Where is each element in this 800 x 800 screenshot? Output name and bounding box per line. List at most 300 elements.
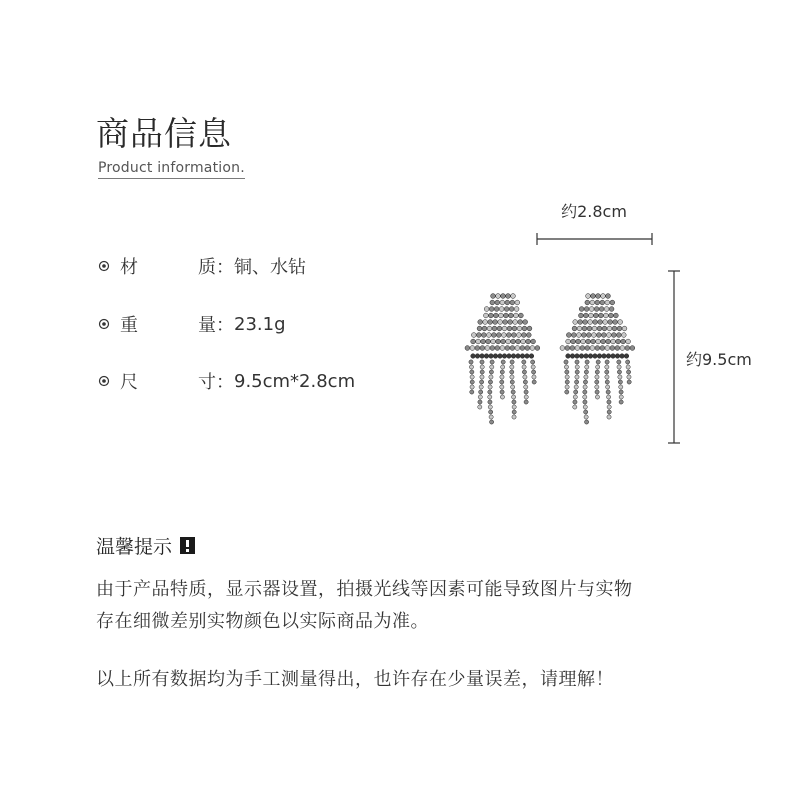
rhinestone-bead (585, 360, 589, 364)
rhinestone-bead (516, 339, 521, 344)
rhinestone-bead (575, 380, 579, 384)
bullet-icon (98, 318, 110, 330)
rhinestone-bead (602, 326, 607, 331)
spec-label-char: 寸 (198, 372, 216, 393)
rhinestone-bead (613, 320, 618, 325)
rhinestone-bead (465, 346, 470, 351)
rhinestone-bead (521, 333, 526, 338)
rhinestone-bead (585, 365, 589, 369)
notice-line: 由于产品特质，显示器设置，拍摄光线等因素可能导致图片与实物 (96, 579, 633, 600)
rhinestone-bead (531, 339, 536, 344)
rhinestone-bead (617, 365, 621, 369)
rhinestone-bead (608, 320, 613, 325)
rhinestone-bead (579, 307, 584, 312)
rhinestone-bead (480, 365, 484, 369)
page-title: 商品信息 (96, 114, 232, 153)
rhinestone-bead (480, 360, 484, 364)
rhinestone-bead (573, 405, 577, 409)
rhinestone-bead (625, 346, 630, 351)
rhinestone-bead (511, 395, 515, 399)
rhinestone-bead (607, 410, 611, 414)
rhinestone-bead (584, 415, 588, 419)
rhinestone-bead (588, 354, 593, 359)
rhinestone-bead (496, 333, 501, 338)
rhinestone-bead (470, 390, 474, 394)
rhinestone-bead (500, 385, 504, 389)
rhinestone-bead (566, 339, 571, 344)
rhinestone-bead (575, 346, 580, 351)
rhinestone-bead (511, 354, 516, 359)
rhinestone-bead (595, 385, 599, 389)
rhinestone-bead (495, 346, 500, 351)
rhinestone-bead (619, 395, 623, 399)
rhinestone-bead (484, 313, 489, 318)
rhinestone-bead (610, 300, 615, 305)
rhinestone-bead (490, 300, 495, 305)
rhinestone-bead (509, 313, 514, 318)
rhinestone-bead (510, 346, 515, 351)
rhinestone-bead (505, 346, 510, 351)
rhinestone-bead (501, 339, 506, 344)
spec-label-char: 质 (198, 257, 216, 278)
rhinestone-bead (517, 326, 522, 331)
rhinestone-bead (535, 346, 540, 351)
rhinestone-bead (501, 365, 505, 369)
spec-row-size (98, 368, 355, 394)
rhinestone-bead (512, 326, 517, 331)
rhinestone-bead (500, 380, 504, 384)
rhinestone-bead (500, 375, 504, 379)
rhinestone-bead (601, 294, 606, 299)
spec-row-weight (98, 311, 286, 337)
rhinestone-bead (522, 326, 527, 331)
rhinestone-bead (470, 370, 474, 374)
rhinestone-bead (612, 326, 617, 331)
notice-title (96, 532, 195, 559)
rhinestone-bead (502, 326, 507, 331)
rhinestone-bead (598, 320, 603, 325)
rhinestone-bead (485, 346, 490, 351)
rhinestone-bead (510, 370, 514, 374)
rhinestone-bead (495, 300, 500, 305)
rhinestone-bead (627, 380, 631, 384)
rhinestone-bead (573, 400, 577, 404)
rhinestone-bead (595, 390, 599, 394)
rhinestone-bead (480, 346, 485, 351)
rhinestone-bead (508, 320, 513, 325)
rhinestone-bead (621, 333, 626, 338)
rhinestone-bead (570, 346, 575, 351)
rhinestone-bead (599, 307, 604, 312)
rhinestone-bead (501, 360, 505, 364)
rhinestone-bead (488, 400, 492, 404)
rhinestone-bead (512, 415, 516, 419)
spec-value-weight: 23.1g (234, 313, 286, 335)
rhinestone-bead (516, 333, 521, 338)
rhinestone-bead (522, 365, 526, 369)
rhinestone-bead (514, 313, 519, 318)
rhinestone-bead (531, 365, 535, 369)
rhinestone-bead (594, 307, 599, 312)
rhinestone-bead (595, 346, 600, 351)
rhinestone-bead (606, 333, 611, 338)
rhinestone-bead (591, 294, 596, 299)
rhinestone-bead (478, 405, 482, 409)
rhinestone-bead (587, 326, 592, 331)
rhinestone-bead (601, 339, 606, 344)
rhinestone-bead (573, 320, 578, 325)
rhinestone-bead (584, 420, 588, 424)
rhinestone-bead (583, 400, 587, 404)
rhinestone-bead (599, 313, 604, 318)
exclamation-icon (180, 537, 195, 554)
rhinestone-bead (477, 326, 482, 331)
rhinestone-bead (523, 320, 528, 325)
rhinestone-bead (605, 380, 609, 384)
rhinestone-bead (489, 307, 494, 312)
rhinestone-bead (488, 405, 492, 409)
rhinestone-bead (488, 390, 492, 394)
rhinestone-bead (575, 375, 579, 379)
spec-label-char: 材 (120, 257, 138, 278)
rhinestone-bead (595, 380, 599, 384)
rhinestone-bead (480, 380, 484, 384)
rhinestone-bead (603, 320, 608, 325)
page-subtitle: Product information. (98, 160, 245, 179)
rhinestone-bead (578, 320, 583, 325)
rhinestone-bead (519, 313, 524, 318)
rhinestone-bead (510, 360, 514, 364)
rhinestone-bead (505, 300, 510, 305)
rhinestone-bead (489, 354, 494, 359)
rhinestone-bead (566, 354, 571, 359)
rhinestone-bead (584, 307, 589, 312)
rhinestone-bead (481, 339, 486, 344)
rhinestone-bead (597, 326, 602, 331)
rhinestone-bead (478, 395, 482, 399)
rhinestone-bead (586, 294, 591, 299)
rhinestone-bead (526, 333, 531, 338)
rhinestone-bead (600, 346, 605, 351)
spec-label (120, 368, 216, 394)
rhinestone-bead (615, 346, 620, 351)
rhinestone-bead (619, 390, 623, 394)
rhinestone-bead (630, 346, 635, 351)
rhinestone-bead (524, 385, 528, 389)
rhinestone-bead (605, 346, 610, 351)
rhinestone-bead (506, 333, 511, 338)
rhinestone-bead (595, 395, 599, 399)
rhinestone-bead (482, 326, 487, 331)
rhinestone-bead (486, 333, 491, 338)
rhinestone-bead (501, 294, 506, 299)
rhinestone-bead (626, 360, 630, 364)
rhinestone-bead (584, 410, 588, 414)
rhinestone-bead (470, 385, 474, 389)
rhinestone-bead (501, 333, 506, 338)
rhinestone-bead (593, 354, 598, 359)
rhinestone-bead (584, 375, 588, 379)
rhinestone-bead (579, 354, 584, 359)
rhinestone-bead (622, 326, 627, 331)
rhinestone-bead (596, 333, 601, 338)
rhinestone-bead (499, 313, 504, 318)
rhinestone-bead (596, 339, 601, 344)
spec-value-size: 9.5cm*2.8cm (234, 370, 356, 392)
rhinestone-bead (479, 390, 483, 394)
rhinestone-bead (506, 339, 511, 344)
rhinestone-bead (510, 365, 514, 369)
rhinestone-bead (591, 333, 596, 338)
rhinestone-bead (614, 313, 619, 318)
rhinestone-bead (610, 346, 615, 351)
rhinestone-bead (609, 313, 614, 318)
rhinestone-bead (564, 365, 568, 369)
rhinestone-bead (606, 339, 611, 344)
rhinestone-bead (500, 395, 504, 399)
rhinestone-bead (618, 380, 622, 384)
rhinestone-bead (617, 370, 621, 374)
spec-label-char: 量 (198, 315, 216, 336)
rhinestone-bead (577, 326, 582, 331)
rhinestone-bead (588, 320, 593, 325)
rhinestone-bead (570, 354, 575, 359)
rhinestone-bead (601, 333, 606, 338)
rhinestone-bead (520, 354, 525, 359)
rhinestone-bead (611, 354, 616, 359)
rhinestone-bead (471, 354, 476, 359)
rhinestone-bead (609, 307, 614, 312)
rhinestone-bead (583, 390, 587, 394)
rhinestone-bead (512, 400, 516, 404)
rhinestone-bead (490, 346, 495, 351)
rhinestone-bead (604, 307, 609, 312)
rhinestone-bead (523, 375, 527, 379)
rhinestone-bead (525, 354, 530, 359)
spec-value-material: 铜、水钻 (234, 257, 306, 278)
rhinestone-bead (572, 326, 577, 331)
rhinestone-bead (595, 370, 599, 374)
rhinestone-bead (583, 395, 587, 399)
rhinestone-bead (596, 365, 600, 369)
rhinestone-bead (479, 385, 483, 389)
rhinestone-bead (470, 346, 475, 351)
rhinestone-bead (619, 400, 623, 404)
rhinestone-bead (483, 320, 488, 325)
spec-label-char: 重 (120, 315, 138, 336)
rhinestone-bead (607, 405, 611, 409)
rhinestone-bead (626, 339, 631, 344)
rhinestone-bead (586, 339, 591, 344)
rhinestone-bead (496, 294, 501, 299)
rhinestone-bead (584, 313, 589, 318)
rhinestone-bead (480, 375, 484, 379)
rhinestone-bead (476, 339, 481, 344)
rhinestone-bead (565, 385, 569, 389)
rhinestone-bead (511, 385, 515, 389)
rhinestone-bead (617, 360, 621, 364)
rhinestone-bead (510, 300, 515, 305)
rhinestone-bead (606, 395, 610, 399)
rhinestone-bead (488, 320, 493, 325)
rhinestone-bead (498, 354, 503, 359)
spec-colon: ： (216, 315, 234, 336)
rhinestone-bead (486, 339, 491, 344)
rhinestone-bead (489, 370, 493, 374)
rhinestone-bead (500, 370, 504, 374)
rhinestone-bead (529, 354, 534, 359)
rhinestone-bead (488, 380, 492, 384)
rhinestone-bead (566, 333, 571, 338)
rhinestone-bead (583, 385, 587, 389)
rhinestone-bead (475, 346, 480, 351)
rhinestone-bead (476, 333, 481, 338)
rhinestone-bead (615, 354, 620, 359)
rhinestone-bead (502, 354, 507, 359)
rhinestone-bead (581, 339, 586, 344)
rhinestone-bead (516, 354, 521, 359)
rhinestone-bead (504, 307, 509, 312)
notice-line: 存在细微差别实物颜色以实际商品为准。 (96, 611, 429, 632)
rhinestone-bead (605, 375, 609, 379)
rhinestone-bead (513, 320, 518, 325)
rhinestone-bead (531, 370, 535, 374)
rhinestone-bead (522, 360, 526, 364)
spec-label-char: 尺 (120, 372, 138, 393)
rhinestone-bead (606, 390, 610, 394)
rhinestone-bead (470, 380, 474, 384)
rhinestone-bead (626, 370, 630, 374)
rhinestone-bead (575, 365, 579, 369)
rhinestone-bead (584, 370, 588, 374)
rhinestone-bead (524, 395, 528, 399)
rhinestone-bead (576, 339, 581, 344)
rhinestone-bead (573, 395, 577, 399)
rhinestone-bead (565, 390, 569, 394)
rhinestone-bead (605, 365, 609, 369)
rhinestone-bead (489, 420, 493, 424)
rhinestone-bead (531, 360, 535, 364)
rhinestone-bead (500, 300, 505, 305)
rhinestone-bead (488, 395, 492, 399)
height-dimension-label: 约9.5cm (686, 350, 752, 369)
rhinestone-bead (571, 333, 576, 338)
rhinestone-bead (565, 380, 569, 384)
rhinestone-bead (616, 339, 621, 344)
rhinestone-bead (607, 415, 611, 419)
rhinestone-bead (509, 307, 514, 312)
spec-label (120, 311, 216, 337)
rhinestone-bead (504, 313, 509, 318)
rhinestone-bead (515, 346, 520, 351)
rhinestone-bead (484, 307, 489, 312)
rhinestone-bead (579, 313, 584, 318)
rhinestone-bead (520, 346, 525, 351)
rhinestone-bead (469, 365, 473, 369)
rhinestone-bead (595, 375, 599, 379)
bullet-icon (98, 375, 110, 387)
rhinestone-bead (503, 320, 508, 325)
rhinestone-bead (524, 390, 528, 394)
rhinestone-bead (590, 346, 595, 351)
rhinestone-bead (602, 354, 607, 359)
rhinestone-bead (584, 354, 589, 359)
rhinestone-bead (512, 405, 516, 409)
rhinestone-bead (604, 313, 609, 318)
rhinestone-bead (496, 339, 501, 344)
rhinestone-bead (490, 365, 494, 369)
rhinestone-bead (489, 415, 493, 419)
rhinestone-bead (498, 320, 503, 325)
rhinestone-bead (574, 385, 578, 389)
rhinestone-bead (575, 360, 579, 364)
rhinestone-bead (526, 339, 531, 344)
notice-title-text: 温馨提示 (96, 536, 173, 558)
rhinestone-bead (511, 339, 516, 344)
rhinestone-bead (575, 354, 580, 359)
rhinestone-bead (565, 346, 570, 351)
rhinestone-bead (510, 375, 514, 379)
spec-colon: ： (216, 372, 234, 393)
spec-row-material (98, 253, 306, 279)
rhinestone-bead (524, 400, 528, 404)
rhinestone-bead (506, 294, 511, 299)
rhinestone-bead (507, 354, 512, 359)
rhinestone-bead (590, 300, 595, 305)
rhinestone-bead (574, 390, 578, 394)
rhinestone-bead (624, 354, 629, 359)
rhinestone-bead (523, 380, 527, 384)
rhinestone-bead (606, 354, 611, 359)
rhinestone-bead (581, 333, 586, 338)
rhinestone-bead (593, 320, 598, 325)
rhinestone-bead (626, 365, 630, 369)
rhinestone-bead (591, 339, 596, 344)
rhinestone-bead (500, 390, 504, 394)
rhinestone-bead (527, 326, 532, 331)
bullet-icon (98, 260, 110, 272)
rhinestone-bead (510, 380, 514, 384)
rhinestone-bead (511, 294, 516, 299)
rhinestone-bead (493, 354, 498, 359)
rhinestone-bead (469, 360, 473, 364)
rhinestone-bead (484, 354, 489, 359)
spec-colon: ： (216, 257, 234, 278)
rhinestone-bead (489, 313, 494, 318)
rhinestone-bead (583, 405, 587, 409)
rhinestone-bead (532, 380, 536, 384)
rhinestone-bead (530, 346, 535, 351)
rhinestone-bead (507, 326, 512, 331)
rhinestone-bead (606, 385, 610, 389)
rhinestone-bead (522, 370, 526, 374)
rhinestone-bead (605, 370, 609, 374)
rhinestone-bead (491, 294, 496, 299)
rhinestone-bead (620, 346, 625, 351)
rhinestone-bead (514, 307, 519, 312)
rhinestone-bead (618, 375, 622, 379)
rhinestone-bead (611, 339, 616, 344)
rhinestone-bead (589, 313, 594, 318)
rhinestone-bead (585, 346, 590, 351)
rhinestone-bead (576, 333, 581, 338)
rhinestone-bead (480, 370, 484, 374)
rhinestone-bead (518, 320, 523, 325)
rhinestone-bead (589, 307, 594, 312)
rhinestone-bead (596, 360, 600, 364)
rhinestone-bead (596, 294, 601, 299)
rhinestone-bead (619, 385, 623, 389)
